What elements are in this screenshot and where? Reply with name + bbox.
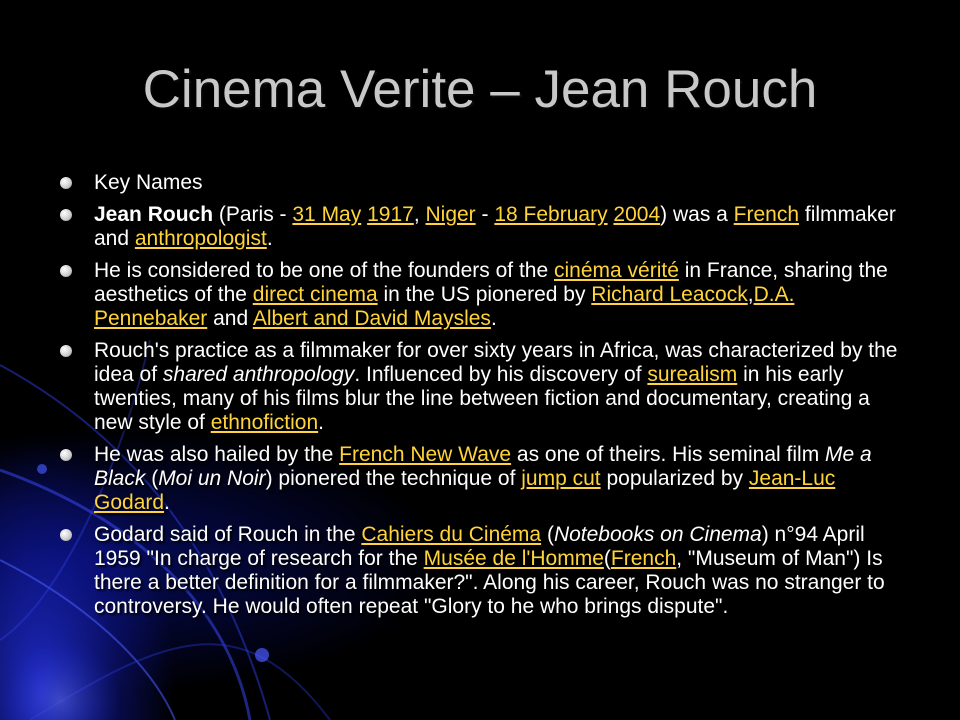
bullet-godard-quote — [60, 523, 910, 619]
hyperlink[interactable]: 31 May — [292, 203, 362, 226]
text-run: ( — [145, 467, 159, 490]
text-run: ( — [603, 547, 611, 570]
hyperlink[interactable]: French — [733, 203, 800, 226]
text-run: . — [266, 227, 273, 250]
bullet-dot-icon — [60, 449, 72, 461]
text-run: He is considered to be one of the founders of the — [94, 259, 554, 282]
hyperlink[interactable]: ethnofiction — [210, 411, 319, 434]
hyperlink[interactable]: Albert and David Maysles — [252, 307, 491, 330]
hyperlink[interactable]: direct cinema — [252, 283, 378, 306]
text-run: Notebooks on Cinema — [553, 523, 762, 546]
text-run: Me a Black — [94, 443, 872, 490]
bullet-shared-anthropology — [60, 339, 910, 435]
text-run: Godard said of Rouch in the — [94, 523, 362, 546]
text-run: . — [318, 411, 324, 434]
bullet-dot-icon — [60, 529, 72, 541]
text-run: in the US pionered by — [377, 283, 592, 306]
text-run: (Paris - — [213, 203, 293, 226]
hyperlink[interactable]: 2004 — [613, 203, 661, 226]
hyperlink[interactable]: Jean-Luc Godard — [94, 467, 836, 514]
bullet-key-names — [60, 171, 910, 195]
hyperlink[interactable]: D.A. Pennebaker — [94, 283, 795, 330]
text-run: and — [207, 307, 253, 330]
text-run: . — [490, 307, 497, 330]
text-run: Key Names — [94, 171, 203, 194]
hyperlink[interactable]: Niger — [425, 203, 476, 226]
hyperlink[interactable]: 1917 — [367, 203, 414, 226]
text-run: Rouch's practice as a filmmaker for over sixty years in Africa, was characterized by the idea of — [94, 339, 898, 386]
bullet-dot-icon — [60, 345, 72, 357]
hyperlink[interactable]: 18 February — [494, 203, 608, 226]
text-run: in France, sharing the aesthetics of the — [94, 259, 888, 306]
hyperlink[interactable]: cinéma vérité — [553, 259, 679, 282]
text-run: , "Museum of Man") Is there a better definition for a filmmaker?". Along his career, Rouch was no stranger to controversy. He would often repeat "Glory to he who brings dispute". — [94, 547, 885, 618]
bullet-dot-icon — [60, 177, 72, 189]
text-run: . — [164, 491, 170, 514]
bullet-dot-icon — [60, 209, 72, 221]
text-run: as one of theirs. His seminal film — [511, 443, 826, 466]
hyperlink[interactable]: French New Wave — [339, 443, 512, 466]
text-run: Moi un Noir — [158, 467, 266, 490]
text-run: in his early twenties, many of his films blur the line between fiction and documentary, creating a new style of — [94, 363, 870, 434]
text-run: - — [475, 203, 495, 226]
slide-title: Cinema Verite – Jean Rouch — [142, 60, 818, 119]
text-run: ) was a — [660, 203, 734, 226]
text-run: ) n°94 April 1959 "In charge of research for the — [94, 523, 865, 570]
hyperlink[interactable]: jump cut — [521, 467, 601, 490]
bullet-cinema-verite-founder — [60, 259, 910, 331]
text-run: filmmaker and — [94, 203, 896, 250]
text-run: Jean Rouch — [94, 203, 214, 226]
text-run: . Influenced by his discovery of — [354, 363, 648, 386]
hyperlink[interactable]: Cahiers du Cinéma — [361, 523, 542, 546]
text-run: popularized by — [600, 467, 749, 490]
hyperlink[interactable]: surealism — [647, 363, 738, 386]
text-run: shared anthropology — [162, 363, 355, 386]
bullet-list — [60, 171, 910, 627]
hyperlink[interactable]: anthropologist — [134, 227, 267, 250]
bullet-jean-rouch-bio — [60, 203, 910, 251]
bullet-french-new-wave — [60, 443, 910, 515]
hyperlink[interactable]: Richard Leacock — [591, 283, 748, 306]
text-run: ( — [541, 523, 554, 546]
bullet-dot-icon — [60, 265, 72, 277]
text-run: ) pionered the technique of — [265, 467, 522, 490]
text-run: He was also hailed by the — [94, 443, 340, 466]
text-run: , — [413, 203, 426, 226]
hyperlink[interactable]: Musée de l'Homme — [423, 547, 604, 570]
text-run: , — [747, 283, 754, 306]
hyperlink[interactable]: French — [610, 547, 677, 570]
